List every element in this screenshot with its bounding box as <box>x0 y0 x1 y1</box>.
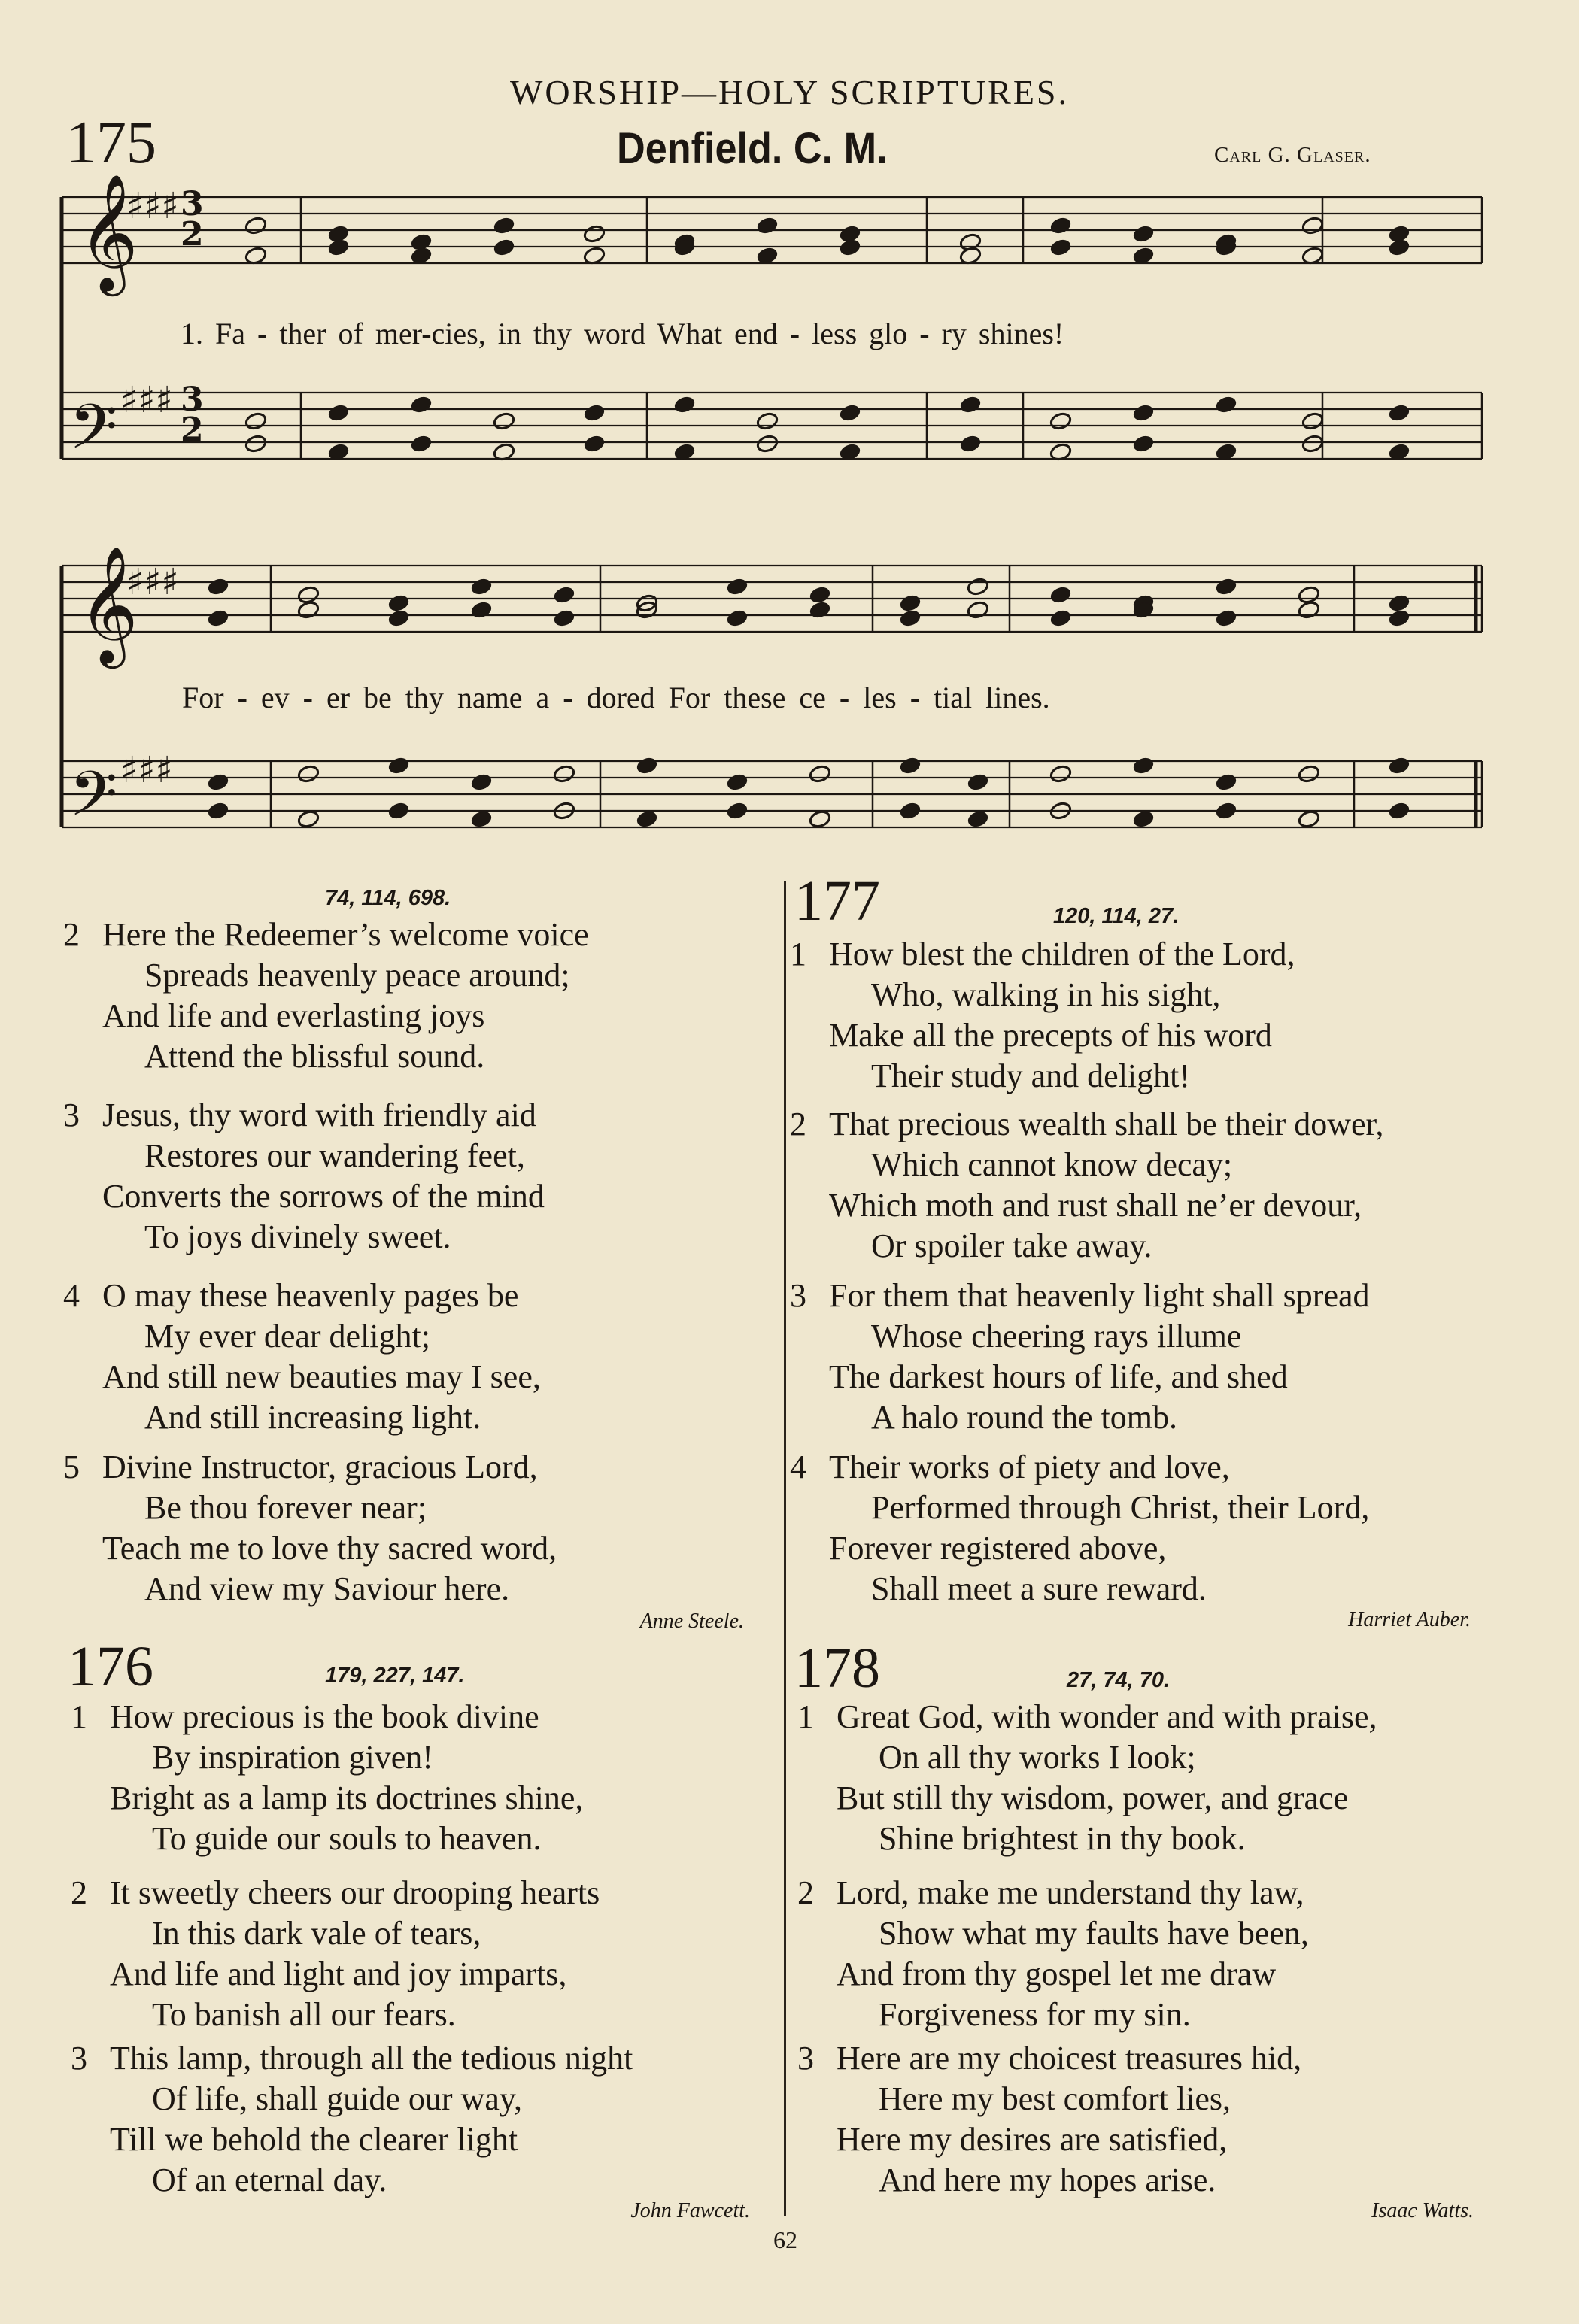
stanza-number: 1 <box>790 936 806 972</box>
note-head <box>809 600 832 620</box>
stanza-line: This lamp, through all the tedious night <box>110 2040 633 2077</box>
section-heading: WORSHIP—HOLY SCRIPTURES. <box>510 73 1069 111</box>
note-head <box>1049 216 1073 235</box>
hymn-number-178: 178 <box>794 1637 880 1700</box>
treble-clef-icon: 𝄞 <box>78 545 138 663</box>
note-head <box>470 809 493 829</box>
stanza-line: The darkest hours of life, and shed <box>829 1358 1288 1395</box>
note-head <box>387 608 411 628</box>
lyrics-line-2: For - ev - er be thy name a - dored For these ce - les - tial lines. <box>182 681 1050 714</box>
note-head <box>553 608 576 628</box>
note-head <box>583 224 606 244</box>
stanza-line: That precious wealth shall be their dower, <box>829 1106 1384 1142</box>
note-head <box>839 238 862 257</box>
stanza-line: But still thy wisdom, power, and grace <box>837 1779 1349 1816</box>
stanza <box>63 1276 541 1438</box>
key-signature-icon: ♯♯♯ <box>126 185 179 227</box>
note-head <box>553 764 576 784</box>
stanza-line: Which moth and rust shall ne’er devour, <box>829 1187 1362 1224</box>
time-signature-icon: 3 <box>181 381 204 419</box>
stanza <box>71 1873 600 2035</box>
note-head <box>959 434 982 454</box>
note-head <box>1388 801 1411 821</box>
note-head <box>967 809 990 829</box>
bass-clef-icon: 𝄢 <box>69 390 118 478</box>
note-head <box>899 608 922 628</box>
note-head <box>1298 585 1321 605</box>
bass-clef-icon: 𝄢 <box>69 757 118 845</box>
note-head <box>1132 224 1155 244</box>
author-176: John Fawcett. <box>630 2199 750 2222</box>
stanza-line: It sweetly cheers our drooping hearts <box>110 1874 600 1911</box>
stanza-line: Show what my faults have been, <box>879 1915 1309 1952</box>
stanza-line: And life and everlasting joys <box>102 997 485 1034</box>
stanza-line: And here my hopes arise. <box>879 2162 1216 2198</box>
stanza-line: And from thy gospel let me draw <box>837 1955 1277 1992</box>
note-head <box>1049 764 1073 784</box>
stanza-number: 2 <box>790 1106 806 1142</box>
stanza <box>790 1276 1370 1438</box>
note-head <box>327 238 351 257</box>
note-head <box>207 801 230 821</box>
stanza-line: Bright as a lamp its doctrines shine, <box>110 1779 584 1816</box>
note-head <box>726 801 749 821</box>
note-head <box>899 756 922 775</box>
note-head <box>583 403 606 423</box>
note-head <box>756 411 779 431</box>
stanza-line: Attend the blissful sound. <box>144 1038 485 1075</box>
note-head <box>1301 434 1325 454</box>
stanza-line: For them that heavenly light shall spread <box>829 1277 1370 1314</box>
stanza-number: 2 <box>797 1874 814 1911</box>
note-head <box>756 216 779 235</box>
note-head <box>636 756 659 775</box>
note-head <box>726 772 749 792</box>
note-head <box>387 801 411 821</box>
note-head <box>244 411 268 431</box>
hymn-number-177: 177 <box>794 869 880 933</box>
note-head <box>1215 772 1238 792</box>
stanza-line: Lord, make me understand thy law, <box>837 1874 1304 1911</box>
stanza-line: To joys divinely sweet. <box>144 1218 451 1255</box>
note-head <box>1388 593 1411 613</box>
stanza-number: 3 <box>797 2040 814 2077</box>
stanza-line: By inspiration given! <box>152 1739 433 1776</box>
note-head <box>967 772 990 792</box>
author-177: Harriet Auber. <box>1348 1608 1471 1631</box>
note-head <box>470 600 493 620</box>
note-head <box>1132 756 1155 775</box>
note-head <box>809 764 832 784</box>
note-head <box>207 577 230 596</box>
note-head <box>1301 411 1325 431</box>
note-head <box>1132 434 1155 454</box>
note-head <box>899 801 922 821</box>
time-signature-icon: 2 <box>181 411 204 449</box>
note-head <box>1298 764 1321 784</box>
note-head <box>839 403 862 423</box>
note-head <box>673 395 697 414</box>
stanza-line: Here my best comfort lies, <box>879 2080 1231 2117</box>
stanza-number: 4 <box>790 1449 806 1485</box>
lyrics-line-1: 1. Fa - ther of mer-cies, in thy word What end - less glo - ry shines! <box>181 317 1064 350</box>
stanza-number: 3 <box>790 1277 806 1314</box>
stanza-line: On all thy works I look; <box>879 1739 1196 1776</box>
stanza-line: And view my Saviour here. <box>144 1570 510 1607</box>
stanza-line: Forgiveness for my sin. <box>879 1996 1191 2033</box>
note-head <box>327 403 351 423</box>
note-head <box>1388 608 1411 628</box>
note-head <box>410 395 433 414</box>
note-head <box>726 577 749 596</box>
note-head <box>493 238 516 257</box>
note-head <box>1132 403 1155 423</box>
stanza-line: Whose cheering rays illume <box>871 1318 1242 1355</box>
time-signature-icon: 2 <box>181 215 204 253</box>
stanza-line: Be thou forever near; <box>144 1489 427 1526</box>
stanza-line: Who, walking in his sight, <box>871 976 1221 1013</box>
stanza-line: Here the Redeemer’s welcome voice <box>102 916 589 953</box>
tune-references-175: 74, 114, 698. <box>325 886 451 910</box>
stanza-line: How blest the children of the Lord, <box>829 936 1295 972</box>
stanza-line: Here my desires are satisfied, <box>837 2121 1228 2158</box>
stanza-line: Jesus, thy word with friendly aid <box>102 1097 536 1133</box>
note-head <box>493 411 516 431</box>
stanza-line: And life and light and joy imparts, <box>110 1955 567 1992</box>
tune-references-176: 179, 227, 147. <box>325 1664 465 1688</box>
stanza-line: Divine Instructor, gracious Lord, <box>102 1449 538 1485</box>
tune-references-177: 120, 114, 27. <box>1053 904 1180 928</box>
stanza-line: Till we behold the clearer light <box>110 2121 518 2158</box>
note-head <box>470 772 493 792</box>
note-head <box>1388 238 1411 257</box>
note-head <box>387 756 411 775</box>
treble-clef-icon: 𝄞 <box>78 173 138 291</box>
note-head <box>726 608 749 628</box>
note-head <box>583 434 606 454</box>
stanza-line: And still increasing light. <box>144 1399 481 1436</box>
author-175: Anne Steele. <box>639 1610 744 1633</box>
stanza <box>797 2038 1302 2201</box>
note-head <box>1132 809 1155 829</box>
note-head <box>244 434 268 454</box>
note-head <box>1301 216 1325 235</box>
hymn-number-175: 175 <box>66 110 156 176</box>
stanza <box>797 1873 1309 2035</box>
note-head <box>553 585 576 605</box>
stanza-line: Performed through Christ, their Lord, <box>871 1489 1370 1526</box>
stanza-line: Shall meet a sure reward. <box>871 1570 1207 1607</box>
note-head <box>297 585 320 605</box>
stanza-line: Forever registered above, <box>829 1530 1167 1567</box>
stanza-line: Make all the precepts of his word <box>829 1017 1272 1054</box>
stanza-line: Restores our wandering feet, <box>144 1137 525 1174</box>
note-head <box>809 585 832 605</box>
stanza-number: 2 <box>71 1874 87 1911</box>
note-head <box>959 395 982 414</box>
note-head <box>207 608 230 628</box>
stanza-number: 3 <box>71 2040 87 2077</box>
stanza <box>63 1095 545 1258</box>
note-head <box>1215 608 1238 628</box>
note-head <box>899 593 922 613</box>
stanza-line: O may these heavenly pages be <box>102 1277 519 1314</box>
note-head <box>297 809 320 829</box>
note-head <box>1388 403 1411 423</box>
composer-credit: Carl G. Glaser. <box>1214 143 1371 167</box>
key-signature-icon: ♯♯♯ <box>120 749 173 791</box>
stanza-line: Converts the sorrows of the mind <box>102 1178 545 1215</box>
stanza <box>790 934 1295 1097</box>
note-head <box>1215 577 1238 596</box>
note-head <box>1298 600 1321 620</box>
stanza-line: Their study and delight! <box>871 1057 1191 1094</box>
page-number: 62 <box>773 2226 797 2253</box>
stanza <box>71 1697 584 1859</box>
clefs <box>69 173 204 845</box>
tune-title: Denfield. C. M. <box>617 124 888 173</box>
stanza-line: Of an eternal day. <box>152 2162 387 2198</box>
stanza-line: Which cannot know decay; <box>871 1146 1233 1183</box>
note-head <box>297 600 320 620</box>
stanza-number: 2 <box>63 916 80 953</box>
stanza-line: Spreads heavenly peace around; <box>144 957 570 994</box>
notes <box>207 216 1411 829</box>
time-signature-icon: 3 <box>181 185 204 223</box>
note-head <box>967 600 990 620</box>
note-head <box>470 577 493 596</box>
stanza-number: 4 <box>63 1277 80 1314</box>
note-head <box>1388 756 1411 775</box>
stanza-number: 5 <box>63 1449 80 1485</box>
stanza-line: Teach me to love thy sacred word, <box>102 1530 557 1567</box>
note-head <box>387 593 411 613</box>
stanza-line: And still new beauties may I see, <box>102 1358 541 1395</box>
stanza-line: Great God, with wonder and with praise, <box>837 1698 1377 1735</box>
note-head <box>207 772 230 792</box>
note-head <box>1298 809 1321 829</box>
stanza-line: Shine brightest in thy book. <box>879 1820 1246 1857</box>
note-head <box>967 577 990 596</box>
stanza-line: To banish all our fears. <box>152 1996 456 2033</box>
stanza-line: A halo round the tomb. <box>871 1399 1177 1436</box>
stanza-line: Their works of piety and love, <box>829 1449 1230 1485</box>
note-head <box>244 216 268 235</box>
note-head <box>1049 585 1073 605</box>
stanza-number: 3 <box>63 1097 80 1133</box>
hymn-number-176: 176 <box>68 1635 153 1698</box>
note-head <box>1049 238 1073 257</box>
note-head <box>1215 395 1238 414</box>
tune-references-178: 27, 74, 70. <box>1067 1668 1171 1692</box>
note-head <box>493 216 516 235</box>
stanza-number: 1 <box>797 1698 814 1735</box>
note-head <box>297 764 320 784</box>
stanza <box>63 1447 557 1610</box>
column-divider <box>784 881 786 2216</box>
stanza-line: How precious is the book divine <box>110 1698 539 1735</box>
author-178: Isaac Watts. <box>1371 2199 1474 2222</box>
note-head <box>809 809 832 829</box>
note-head <box>756 434 779 454</box>
key-signature-icon: ♯♯♯ <box>120 379 173 421</box>
note-head <box>1049 608 1073 628</box>
music-score <box>0 0 1579 872</box>
note-head <box>1215 801 1238 821</box>
stanza-line: Or spoiler take away. <box>871 1227 1152 1264</box>
note-head <box>636 809 659 829</box>
note-head <box>1049 411 1073 431</box>
stanza-number: 1 <box>71 1698 87 1735</box>
stanza <box>790 1104 1384 1267</box>
stanza-line: Here are my choicest treasures hid, <box>837 2040 1302 2077</box>
stanza <box>790 1447 1370 1610</box>
stanza-line: Of life, shall guide our way, <box>152 2080 523 2117</box>
stanza <box>71 2038 633 2201</box>
stanza-line: To guide our souls to heaven. <box>152 1820 542 1857</box>
stanza-line: In this dark vale of tears, <box>152 1915 481 1952</box>
stanza <box>63 915 589 1077</box>
staff-lines <box>62 197 1482 827</box>
stanza <box>797 1697 1377 1859</box>
note-head <box>410 434 433 454</box>
key-signature-icon: ♯♯♯ <box>126 561 179 603</box>
stanza-line: My ever dear delight; <box>144 1318 430 1355</box>
